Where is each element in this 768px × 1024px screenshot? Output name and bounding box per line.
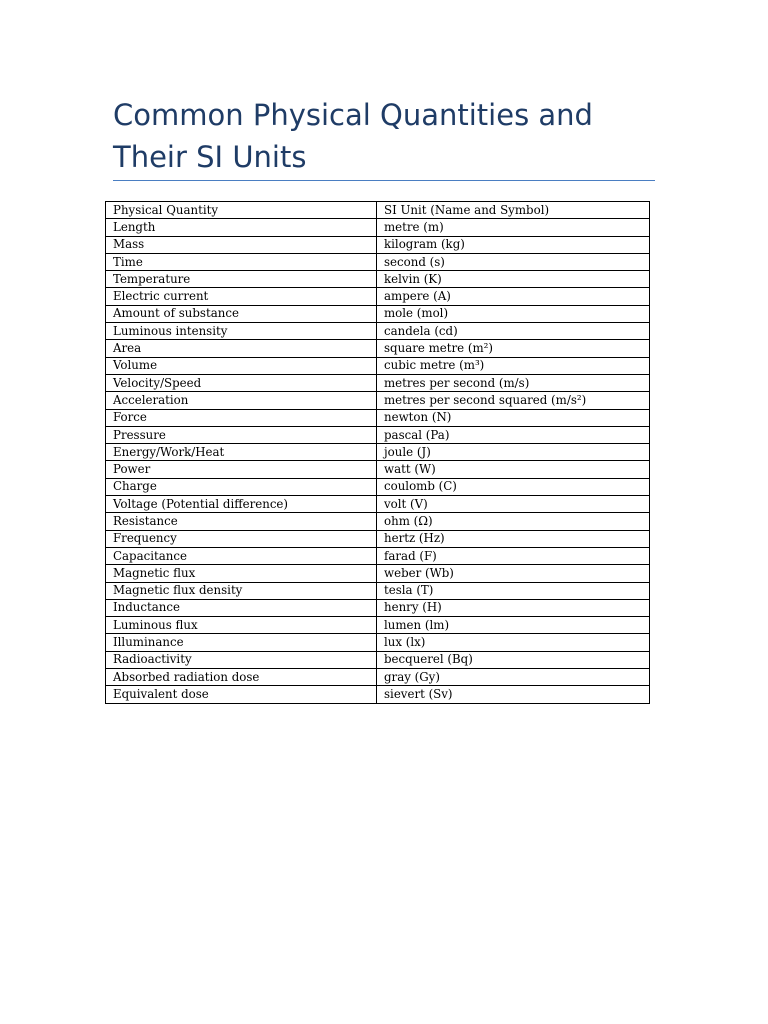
unit-cell: candela (cd) (377, 323, 650, 340)
table-row (106, 288, 650, 305)
quantity-cell: Equivalent dose (106, 686, 377, 703)
unit-cell: volt (V) (377, 496, 650, 513)
quantity-cell: Electric current (106, 288, 377, 305)
quantity-cell: Force (106, 409, 377, 426)
unit-cell: farad (F) (377, 547, 650, 564)
table-row (106, 409, 650, 426)
quantity-cell: Magnetic flux density (106, 582, 377, 599)
unit-cell: coulomb (C) (377, 478, 650, 495)
unit-cell: sievert (Sv) (377, 686, 650, 703)
quantity-cell: Area (106, 340, 377, 357)
quantity-cell: Acceleration (106, 392, 377, 409)
header-physical-quantity: Physical Quantity (106, 202, 377, 219)
table-row (106, 478, 650, 495)
quantity-cell: Illuminance (106, 634, 377, 651)
table-row (106, 323, 650, 340)
quantity-cell: Inductance (106, 599, 377, 616)
table-row (106, 357, 650, 374)
table-header-row (106, 202, 650, 219)
unit-cell: watt (W) (377, 461, 650, 478)
unit-cell: ohm (Ω) (377, 513, 650, 530)
quantity-cell: Voltage (Potential difference) (106, 496, 377, 513)
quantity-cell: Velocity/Speed (106, 374, 377, 391)
unit-cell: kelvin (K) (377, 271, 650, 288)
table-row (106, 374, 650, 391)
quantity-cell: Length (106, 219, 377, 236)
unit-cell: henry (H) (377, 599, 650, 616)
table-row (106, 686, 650, 703)
table-row (106, 236, 650, 253)
unit-cell: metres per second (m/s) (377, 374, 650, 391)
table-row (106, 271, 650, 288)
quantity-cell: Amount of substance (106, 305, 377, 322)
quantity-cell: Power (106, 461, 377, 478)
quantity-cell: Luminous intensity (106, 323, 377, 340)
si-units-table (105, 201, 650, 704)
quantity-cell: Time (106, 253, 377, 270)
quantity-cell: Radioactivity (106, 651, 377, 668)
quantity-cell: Charge (106, 478, 377, 495)
table-row (106, 547, 650, 564)
quantity-cell: Frequency (106, 530, 377, 547)
page-title: Common Physical Quantities and Their SI Units (113, 98, 593, 174)
table-row (106, 496, 650, 513)
header-si-unit: SI Unit (Name and Symbol) (377, 202, 650, 219)
unit-cell: metre (m) (377, 219, 650, 236)
unit-cell: second (s) (377, 253, 650, 270)
quantity-cell: Resistance (106, 513, 377, 530)
unit-cell: metres per second squared (m/s²) (377, 392, 650, 409)
unit-cell: lumen (lm) (377, 617, 650, 634)
unit-cell: square metre (m²) (377, 340, 650, 357)
quantity-cell: Pressure (106, 426, 377, 443)
table-row (106, 392, 650, 409)
table-row (106, 426, 650, 443)
unit-cell: weber (Wb) (377, 565, 650, 582)
unit-cell: ampere (A) (377, 288, 650, 305)
table-body (106, 219, 650, 703)
unit-cell: kilogram (kg) (377, 236, 650, 253)
quantity-cell: Mass (106, 236, 377, 253)
table-row (106, 582, 650, 599)
table-row (106, 617, 650, 634)
unit-cell: cubic metre (m³) (377, 357, 650, 374)
quantity-cell: Volume (106, 357, 377, 374)
table-row (106, 565, 650, 582)
table-row (106, 305, 650, 322)
unit-cell: pascal (Pa) (377, 426, 650, 443)
table-row (106, 513, 650, 530)
quantity-cell: Temperature (106, 271, 377, 288)
unit-cell: hertz (Hz) (377, 530, 650, 547)
unit-cell: becquerel (Bq) (377, 651, 650, 668)
table-row (106, 669, 650, 686)
unit-cell: mole (mol) (377, 305, 650, 322)
table-row (106, 253, 650, 270)
table-row (106, 444, 650, 461)
table-row (106, 634, 650, 651)
unit-cell: newton (N) (377, 409, 650, 426)
table-row (106, 461, 650, 478)
quantity-cell: Magnetic flux (106, 565, 377, 582)
quantity-cell: Capacitance (106, 547, 377, 564)
table-row (106, 651, 650, 668)
title-underline (113, 180, 655, 181)
unit-cell: lux (lx) (377, 634, 650, 651)
quantity-cell: Energy/Work/Heat (106, 444, 377, 461)
table-row (106, 219, 650, 236)
quantity-cell: Absorbed radiation dose (106, 669, 377, 686)
table-row (106, 340, 650, 357)
table-row (106, 530, 650, 547)
quantity-cell: Luminous flux (106, 617, 377, 634)
unit-cell: joule (J) (377, 444, 650, 461)
table-row (106, 599, 650, 616)
unit-cell: tesla (T) (377, 582, 650, 599)
unit-cell: gray (Gy) (377, 669, 650, 686)
